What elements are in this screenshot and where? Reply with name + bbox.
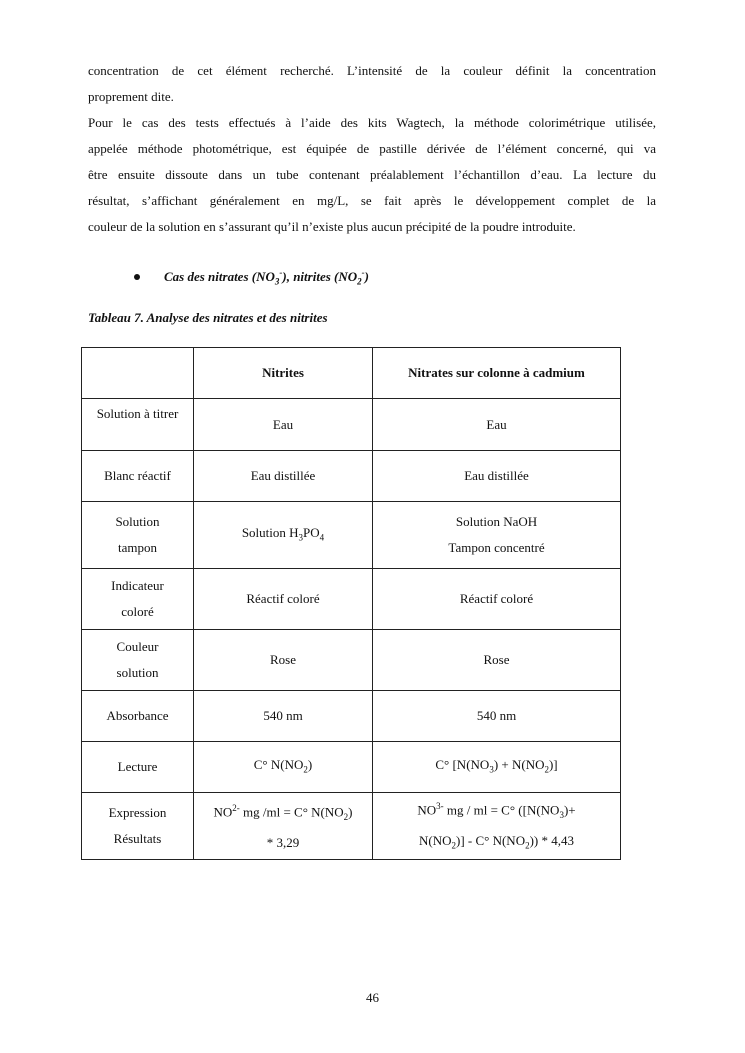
table-row — [82, 399, 621, 451]
cell-nitrites: Solution $H_3PO_4$ — [194, 502, 373, 569]
paragraph-line: couleur de la solution en s’assurant qu’il n’existe plus aucun précipité de la poudre introduite. — [88, 219, 576, 234]
paragraph-line: proprement dite. — [88, 89, 174, 104]
page-number: 46 — [366, 990, 379, 1005]
table-row — [82, 451, 621, 502]
paragraph-wagtech-method — [88, 110, 656, 240]
cell-nitrites: Eau distillée — [194, 451, 373, 502]
row-label: Lecture — [82, 742, 194, 793]
cell-nitrites: Eau — [194, 399, 373, 451]
bullet-dot-icon — [134, 274, 140, 280]
table-row — [82, 742, 621, 793]
table-row — [82, 691, 621, 742]
bullet-nitrates-nitrites — [140, 268, 369, 287]
paragraph-line: appelée méthode photométrique, est équipée de pastille dérivée de l’élément concerné, qui va — [88, 141, 656, 156]
row-label: Solution tampon — [82, 502, 194, 569]
header-cell-empty — [82, 348, 194, 399]
cell-nitrates: Eau — [373, 399, 621, 451]
analysis-table — [81, 347, 621, 860]
row-label: Blanc réactif — [82, 451, 194, 502]
cell-nitrates: C° $[N(NO_3) + N(NO_2)]$ — [373, 742, 621, 793]
row-label: Absorbance — [82, 691, 194, 742]
table-header-row — [82, 348, 621, 399]
table-caption: Tableau 7. Analyse des nitrates et des nitrites — [88, 310, 328, 325]
cell-nitrates: Eau distillée — [373, 451, 621, 502]
paragraph-line: être ensuite dissoute dans un tube contenant préalablement l’échantillon d’eau. La lecture du — [88, 167, 656, 182]
cell-nitrites: 540 nm — [194, 691, 373, 742]
row-label: Indicateur coloré — [82, 569, 194, 630]
row-label: Couleur solution — [82, 630, 194, 691]
table-row — [82, 630, 621, 691]
cell-nitrites: Réactif coloré — [194, 569, 373, 630]
cell-nitrites: Rose — [194, 630, 373, 691]
cell-nitrates: $NO^{3-}$ mg / ml = C° ([$N(NO_3)+$ $N(NO_2)] - C^\circ$ $N(NO_2)) * 4,43$ — [373, 793, 621, 860]
row-label: Expression Résultats — [82, 793, 194, 860]
cell-nitrates: Rose — [373, 630, 621, 691]
cell-nitrates: 540 nm — [373, 691, 621, 742]
cell-nitrites: $NO^{2-}$ mg /ml = C° $N(NO_2)$ * 3,29 — [194, 793, 373, 860]
cell-nitrates: Réactif coloré — [373, 569, 621, 630]
table-row — [82, 502, 621, 569]
paragraph-line: résultat, s’affichant généralement en mg/L, se fait après le développement complet de la — [88, 193, 656, 208]
table-row — [82, 569, 621, 630]
paragraph-line: Pour le cas des tests effectués à l’aide des kits Wagtech, la méthode colorimétrique utilisée, — [88, 115, 656, 130]
header-cell-nitrites: Nitrites — [194, 348, 373, 399]
paragraph-line: concentration de cet élément recherché. L’intensité de la couleur définit la concentration — [88, 63, 656, 78]
row-label: Solution à titrer — [82, 399, 194, 451]
header-cell-nitrates: Nitrates sur colonne à cadmium — [373, 348, 621, 399]
bullet-text: Cas des nitrates $(NO_3^-)$, nitrites $(NO_2^-)$ — [164, 268, 369, 287]
paragraph-intro-continuation — [88, 58, 656, 110]
table-row — [82, 793, 621, 860]
cell-nitrates: Solution NaOH Tampon concentré — [373, 502, 621, 569]
cell-nitrites: C° $N(NO_2)$ — [194, 742, 373, 793]
